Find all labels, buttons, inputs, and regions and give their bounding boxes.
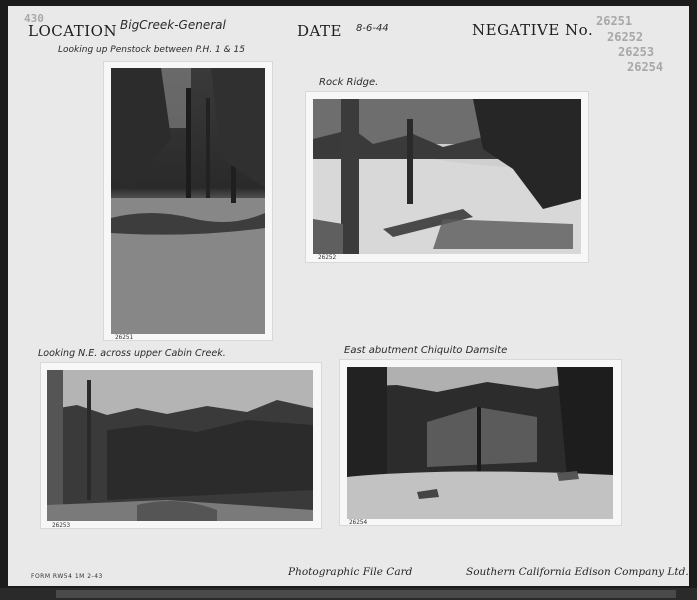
negative-label: NEGATIVE No. [472,21,594,39]
film-edge-strip [0,588,697,600]
company-name: Southern California Edison Company Ltd. [466,566,689,578]
negative-number-3: 26253 [618,45,655,59]
photo-caption-4: East abutment Chiquito Damsite [344,345,508,356]
photo-cabin-creek [47,370,313,521]
photo-caption-1: Looking up Penstock between P.H. 1 & 15 [58,45,245,55]
location-value: BigCreek-General [120,18,226,32]
photo-rock-ridge [313,99,581,254]
date-value: 8-6-44 [356,23,389,34]
date-label: DATE [297,22,342,40]
photo-penstock [111,68,265,334]
photo-caption-3: Looking N.E. across upper Cabin Creek. [38,348,226,359]
location-label: LOCATION [28,22,118,40]
negative-number-1: 26251 [596,14,633,28]
photo-negative-4: 26254 [349,519,368,526]
negative-number-2: 26252 [607,30,644,44]
form-code: FORM RW54 1M 2-43 [31,573,103,580]
photo-negative-2: 26252 [318,254,337,261]
photo-chiquito-damsite [347,367,613,519]
corner-number: 430 [24,12,44,25]
negative-number-4: 26254 [627,60,664,74]
photo-negative-1: 26251 [115,334,134,341]
photo-negative-3: 26253 [52,522,71,529]
card-title: Photographic File Card [288,566,413,578]
photo-caption-2: Rock Ridge. [319,77,379,88]
